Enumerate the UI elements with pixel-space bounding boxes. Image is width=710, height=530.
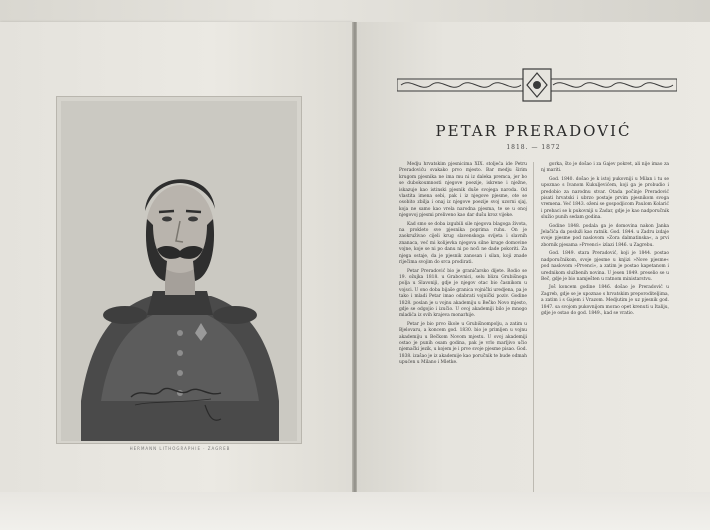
left-page xyxy=(0,22,353,492)
text-column-right xyxy=(541,162,669,319)
right-page xyxy=(357,22,710,492)
paragraph: God. 1849. stara Preradović, koji je 1844. postao nadporučnikom, svoje pjesme u knjizi »Nove pjesme« pod naslovom »Prvenci«, a zatim je postao kapetanom i urednikom službenih novina. U jesen 1849. preselio se u Beč, gdje je bio namješten u ratnom ministarstvu. xyxy=(541,251,669,282)
paragraph: Petar Preradović bio je graničarsko dijete. Rodio se 19. ožujka 1818. u Grabovnici, selu blizu Grubišnoga polja u Slavoniji, gdje je njegov otac bio časnikom u vojsci. U ono doba bijaše granica vojnički uredjena, pa je tako i mladi Petar imao odabrati vojnički poziv. Godine 1828. poslan je u vojnu akademiju u Bečko Novo mjesto, gdje se odgojio i izučio. U ovoj akademiji bilo je mnogo mladića iz svih krajeva monarhije. xyxy=(399,268,527,319)
life-dates: 1818. — 1872 xyxy=(506,144,561,151)
paragraph: gorka, što je došao i za Gajev pokret, ali nije imao za nj mariti. xyxy=(541,162,669,174)
paragraph: God. 1840. došao je k istoj pukovniji u Milan i tu se upoznao s Ivanom Kukuljevićem, koji ga je probudio i predobio za narodnu stvar. Otada počinje Preradović pisati hrvatski i ubrzo postaje prvim pjesnikom svoga vremena. Već 1843. oženi se gospodjicom Paulom Kolarić i prebaci se k pukovniji u Zadar, gdje je kao nadporučnik služio punih sedam godina. xyxy=(541,176,669,221)
portrait-plate xyxy=(56,96,302,444)
portrait-image xyxy=(61,101,297,441)
paragraph: Petar je bio prvo škole u Grubišnompolju, a zatim u Bjelovaru, a koncem god. 1830. bio je primljen u vojnu akademiju u Bečkom Novom mjestu. U ovoj akademiji ostao je punih osam godina, pak je vrlo marljivo učio njemački jezik, u kojem je i prve svoje pjesme pisao. God. 1838. izašao je iz akademije kao poručnik te bude odmah upućen u Milano i Mletke. xyxy=(399,321,527,366)
page-title: PETAR PRERADOVIĆ xyxy=(435,122,632,140)
portrait-illustration xyxy=(61,101,297,441)
paragraph: Još koncem godine 1846. došao je Preradović u Zagreb, gdje se je upoznao s hrvatskim preporoditeljima, a zatim i s Gajem i Vrazom. Medjutim je uz pjesnik god. 1847. sa svojom pukovnijom morao opet krenuti u Italiju, gdje je ostao do god. 1849., kad se vratio. xyxy=(541,285,669,316)
paragraph: Kad smo se doba izgubili sile njegova blagoga života, na prokleto sve pjesnika poprima ruhu. On je zaokruživao cijeli krug slavenskoga svijeta i slavnih znanaca, već mi kolijevka njegova silne kruge domovine vojne, koje se ni po danu ni po noći ne dade pokoriti. Za njega ostaje, da je pjesnik zanosan i silan, koji znade riječima svojim do srca prodirati. xyxy=(399,221,527,266)
paragraph: Godine 1848. podala ga je domovina nakon Janka Jelačića da posluži kao ratnik. God. 1844. u Zadru izdaje svoje pjesme pod naslovom »Zora dalmatinska«, a prvi zbornik pjesama »Prvenci« izlazi 1846. u Zagrebu. xyxy=(541,223,669,248)
column-rule xyxy=(533,162,534,492)
paragraph: Medju hrvatskim pjesnicima XIX. stoljeća ide Petru Preradoviću svakako prvo mjesto. Bar medju širim krugom pjesnika ne ima mu ni iz daleka premca, jer bo se dubokoumnosti njegove poezije, iskrene i nježne, iskazuje kao istinski pjesnik duše svojega naroda. Od vlastita imena sebi, pak i iz njegove pjesme, ote se osobito zbilja i onaj iz njegove poezije svoj uzorni sjaj, koja ne samo kao vrela narodna pjesma, te se u onoj njegovoj pjesmi preliveno kao dar dušu kroz vijeke. xyxy=(399,162,527,219)
plate-caption: HERMANN LITHOGRAPHIE · ZAGREB xyxy=(129,446,231,451)
header-ornament xyxy=(397,67,677,103)
table-surface xyxy=(0,492,710,530)
text-column-left xyxy=(399,162,527,369)
